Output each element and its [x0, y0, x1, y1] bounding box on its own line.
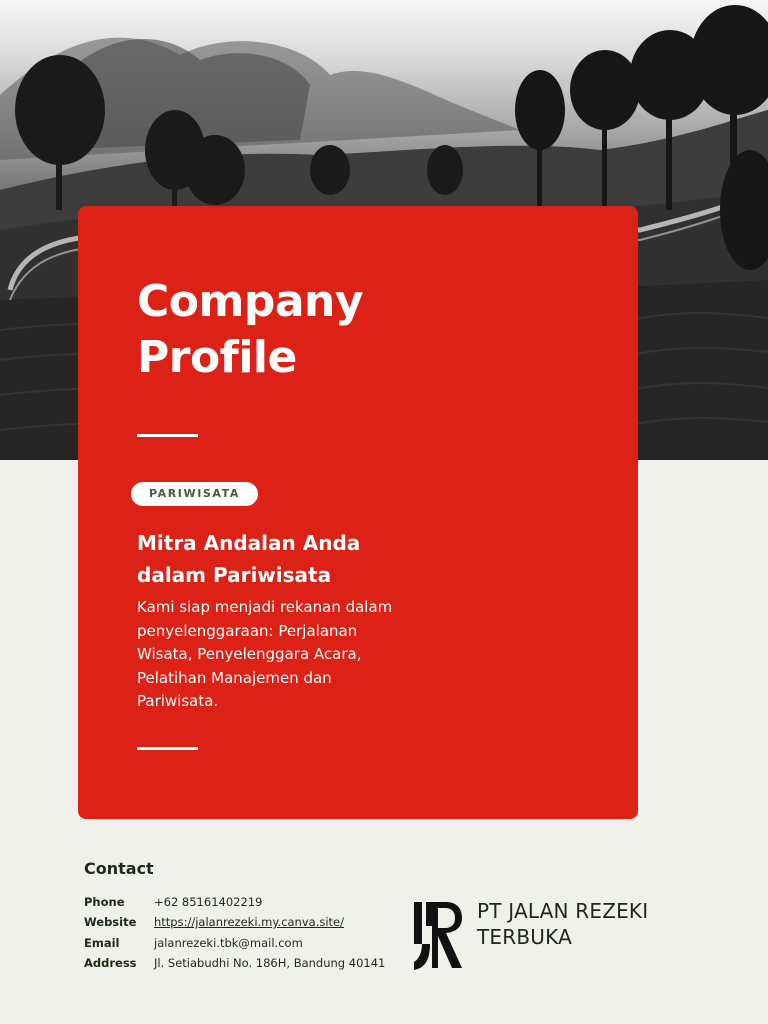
company-name-line-1: PT JALAN REZEKI [477, 899, 649, 923]
contact-email-value: jalanrezeki.tbk@mail.com [154, 936, 303, 950]
description-line: Pelatihan Manajemen dan [137, 668, 332, 687]
divider-bottom [137, 747, 198, 750]
company-name-line-2: TERBUKA [477, 925, 572, 949]
title-line-2: Profile [137, 332, 297, 383]
headline-line-2: dalam Pariwisata [137, 563, 332, 587]
category-tag: PARIWISATA [131, 482, 258, 506]
contact-label: Email [84, 936, 120, 950]
contact-phone-value: +62 85161402219 [154, 895, 263, 909]
description-line: Kami siap menjadi rekanan dalam [137, 598, 393, 616]
description-line: penyelenggaraan: Perjalanan [137, 621, 358, 640]
description-line: Pariwisata. [137, 692, 219, 710]
website-link[interactable]: https://jalanrezeki.my.canva.site/ [154, 915, 345, 929]
company-name [477, 898, 648, 950]
contact-address-value: Jl. Setiabudhi No. 186H, Bandung 40141 [154, 956, 386, 970]
contact-heading: Contact [84, 859, 154, 878]
contact-label: Phone [84, 895, 125, 909]
title-line-1: Company [137, 276, 364, 327]
contact-label: Website [84, 915, 137, 929]
headline-line-1: Mitra Andalan Anda [137, 531, 361, 555]
contact-label: Address [84, 956, 137, 970]
divider-top [137, 434, 198, 437]
description-line: Wisata, Penyelenggara Acara, [137, 645, 362, 663]
page-title [137, 274, 557, 386]
description [137, 596, 437, 714]
headline [137, 527, 437, 591]
jr-monogram-logo-icon [412, 900, 464, 972]
